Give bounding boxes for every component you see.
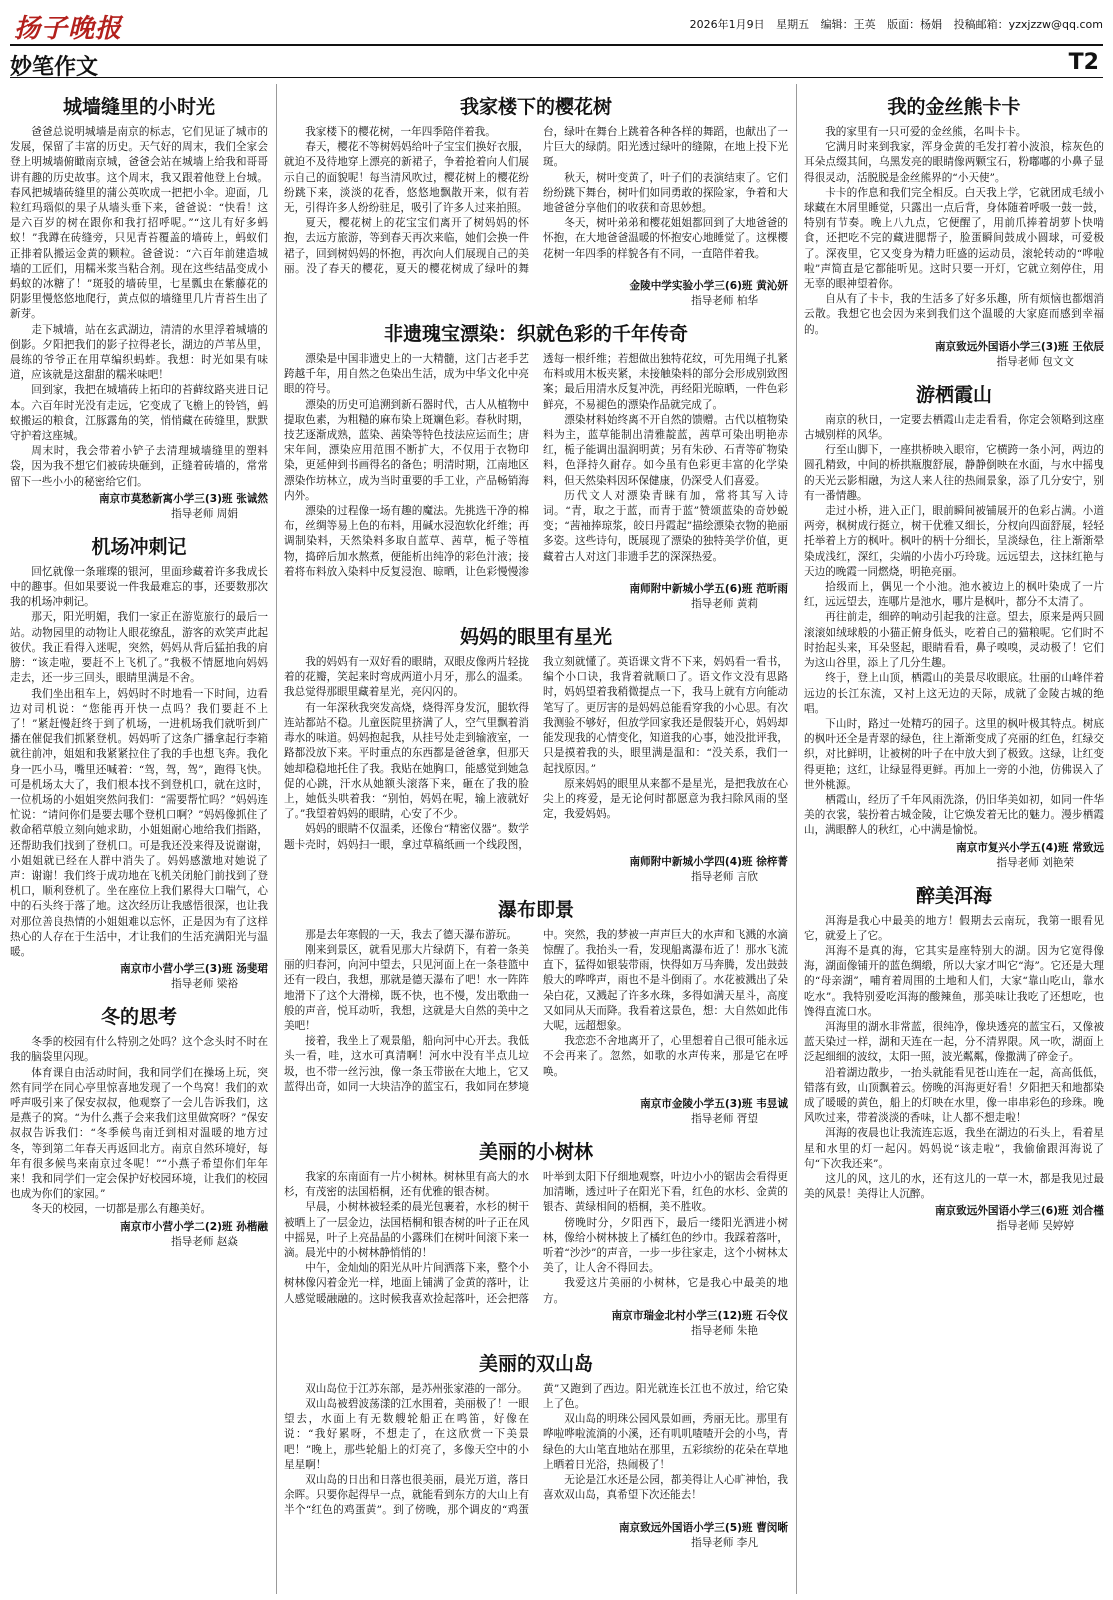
paragraph: 我的妈妈有一双好看的眼睛，双眼皮像两片轻拢着的花瓣，笑起来时弯成两道小月牙，那么的温柔。我总觉得那眼里藏着星光，亮闪闪的。 [284,656,529,699]
paragraph: 洱海里的湖水非常蓝，很纯净，像块透亮的蓝宝石，又像被蓝天染过一样，湖和天连在一起，分不清界限。风一吹，湖面上泛起细细的波纹，太阳一照，波光粼粼，像撒满了碎金子。 [804,1020,1104,1064]
masthead-meta [682,16,1103,32]
article [10,92,268,522]
author-byline: 南京致远外国语小学三(5)班 曹闵晰 [618,1521,788,1534]
author-byline: 南京市瑞金北村小学三(12)班 石令仪 [611,1309,788,1322]
paragraph: 它满月时来到我家，浑身金黄的毛发打着小波浪，棕灰色的耳朵点缀其间，乌黑发亮的眼睛像两颗宝石，粉嘟嘟的小鼻子显得很灵动，活脱脱是金丝熊界的“小天使”。 [804,141,1104,184]
author-byline: 南师附中新城小学五(6)班 范昕雨 [629,583,788,596]
paragraph: 走过小桥，进入正门，眼前瞬间被铺展开的色彩占满。小道两旁，枫树成行挺立，树干优雅又细长，分杈向四面舒展，轻轻托举着上方的枫叶。枫叶的柄十分细长，呈淡绿色，往上渐渐晕染成浅红，深红，尖端的小齿小巧玲珑。远远望去，这抹红艳与天边的晚霞一同燃烧，明艳亮丽。 [804,505,1104,578]
paragraph: 冬季的校园有什么特别之处吗？这个念头时不时在我的脑袋里闪现。 [10,1036,268,1064]
paragraph: 秋天，树叶变黄了，叶子们的表演结束了。它们纷纷跳下舞台，树叶们如同勇敢的探险家，争着和大地爸爸分享他们的收获和奇思妙想。 [543,171,788,215]
article-body [284,1170,788,1307]
article [284,319,788,612]
paragraph: 行至山脚下，一座拱桥映入眼帘，它横跨一条小河，两边的圆孔精致，中间的桥拱瓶腹舒展，静静倒映在水面，与水中摇曳的天光云影相融，为这人来人往的热闹景象，添了几分安宁，别有一番情趣。 [804,444,1104,502]
paragraph: 洱海不是真的海，它其实是座特别大的湖。因为它宽得像海，湖面像铺开的蓝色绸缎，所以大家才叫它“海”。它还是大理的“母亲湖”，哺育着周围的土地和人们，大家“靠山吃山，靠水吃水”。我特别爱吃洱海的酸辣鱼，那美味让我吃了还想吃，也馋得直流口水。 [804,944,1104,1018]
author-byline: 南京市小营小学二(2)班 孙楷融 [120,1220,268,1233]
author-byline: 南京致远外国语小学三(6)班 刘合槿 [934,1205,1104,1218]
paragraph: 漂染的历史可追溯到新石器时代，古人从植物中提取色素，为粗糙的麻布染上斑斓色彩。春秋时期，技艺逐渐成熟，蓝染、茜染等特色技法应运而生；唐宋年间，漂染应用范围不断扩大，不仅用于衣物印染，更延伸到书画得名的备色；明清时期，江南地区漂染作坊林立，成为当时重要的手工业，产品畅销海内外。 [284,398,529,502]
article-title: 非遗瑰宝漂染：织就色彩的千年传奇 [383,323,688,346]
paragraph: 回忆就像一条璀璨的银河，里面珍藏着许多我成长中的趣事。但如果要说一件我最难忘的事，还要数那次我的机场冲刺记。 [10,565,268,609]
issue-date: 2026年1月9日 [689,18,765,31]
article [284,895,788,1127]
teacher-credit: 指导老师 朱艳 [691,1324,758,1337]
paragraph: 傍晚时分，夕阳西下，最后一缕阳光洒进小树林，像给小树林披上了橘红色的纱巾。我踩着落叶，听着“沙沙”的声音，一步一步往家走，这个小树林太美了，让人舍不得回去。 [543,1216,788,1275]
paragraph: 双山岛位于江苏东部，是苏州张家港的一部分。 [305,1382,528,1395]
paragraph: 沿着湖边散步，一抬头就能看见苍山连在一起，高高低低，错落有致，山顶飘着云。傍晚的洱海更好看！夕阳把天和地都染成了暖暖的黄色，船上的灯映在水里，像一串串彩色的珍珠。晚风吹过来，带着淡淡的香味，让人都不想走啦！ [804,1066,1104,1125]
author-byline: 南京市金陵小学五(3)班 韦昱诚 [640,1097,788,1110]
paragraph: 春天，樱花不等树妈妈给叶子宝宝们换好衣服，就迫不及待地穿上漂亮的新裙子，争着抢着向人们展示自己的面貌呢！每当清风吹过，樱花树上的樱花纷纷跳下来，淡淡的花香，悠悠地飘散开来，似有若无，引得许多人纷纷驻足，吸引了许多人过来拍照。 [284,141,529,215]
masthead [10,6,1103,46]
article-body [284,125,788,277]
paragraph: 南京的秋日，一定要去栖霞山走走看看，你定会领略到这座古城别样的风华。 [804,413,1104,442]
issue-weekday: 星期五 [776,18,810,31]
paragraph: 早晨，小树林被轻柔的晨光包裹着，水杉的树干被晒上了一层金边，法国梧桐和银杏树的叶子正在风中摇晃，叶子上亮晶晶的小露珠们在树叶间滚下来一滴。晨光中的小树林静悄悄的！ [284,1201,529,1259]
article-body [804,914,1104,1203]
author-byline: 南京市莫愁新寓小学三(3)班 张诚然 [98,492,268,505]
article-title: 醉美洱海 [915,884,992,907]
article-title: 机场冲刺记 [91,535,187,558]
paragraph: 刚来到景区，就看见那大片绿荫下，有着一条美丽的归春河，向河中望去，只见河面上在一条巷篮中还有一段白，我想，那就是德天瀑布了吧！水一阵阵地滑下了这个大滑梯，既不快，也不慢，发出歌曲一般的声音，悦耳动听，我想，这就是大自然的美中之美吧！ [284,943,529,1032]
paragraph: 无论是江水还是公园，都美得让人心旷神怡，我喜欢双山岛，真希望下次还能去！ [543,1474,788,1502]
paragraph: 下山时，路过一处精巧的园子。这里的枫叶极其特点。树底的枫叶还全是青翠的绿色，往上渐渐变成了亮丽的红色，红绿交织，对比鲜明，让被树的叶子在中放大到了极致。这绿，让红变得更艳；这红，让绿显得更鲜。再加上一旁的小池，仿佛误入了世外桃源。 [804,717,1104,791]
article [284,92,788,309]
teacher-credit: 指导老师 梁裕 [171,978,238,991]
article [10,532,268,992]
layout-editor: 版面：杨娟 [887,18,943,31]
author-byline: 南京致远外国语小学三(3)班 王依辰 [934,340,1104,353]
paragraph: 夏天，樱花树上的花宝宝们离开了树妈妈的怀抱，去远方旅游，等到春天再次来临，她们会换一件裙子，回到树妈妈的怀抱，再次向人们展现自己的美丽。没了春天的樱花，夏天的樱花树成了绿叶的舞台，绿叶在舞台上跳着各种各样的舞蹈，也献出了一片巨大的绿荫。阳光透过绿叶的缝隙，在地上投下光斑。 [284,126,788,275]
article [284,1137,788,1339]
right-column [804,84,1104,1596]
article [10,1002,268,1249]
editor: 编辑：王英 [820,18,876,31]
teacher-credit: 指导老师 言欣 [691,870,758,883]
paragraph: 自从有了卡卡，我的生活多了好多乐趣，所有烦恼也都烟消云散。我想它也会因为来到我们这个温暖的大家庭而感到幸福的。 [804,293,1104,336]
newspaper-logo: 扬子晚报 [14,14,123,44]
paragraph: 妈妈的眼睛不仅温柔，还像台“精密仪器”。数学题卡壳时，妈妈扫一眼，拿过草稿纸画一个线段图，我立刻就懂了。英语课文背不下来，妈妈看一看书，编个小口诀，我背着就顺口了。语文作文没有思路时，妈妈望着我稍微提点一下，我马上就有方向能动笔写了。更厉害的是妈妈总能看穿我的小心思。有次我测验不够好，但放学回家我还是假装开心，妈妈却能发现我的心情变化，知道我的心事，她没批评我，只是摸着我的头，眼里满是温和：“没关系，我们一起找原因。” [284,656,788,851]
article-title: 我家楼下的樱花树 [459,96,612,118]
paragraph: 那是去年寒假的一天，我去了德天瀑布游玩。 [305,928,518,941]
article-body [10,1035,268,1217]
paragraph: 我的家里有一只可爱的金丝熊，名叫卡卡。 [825,126,1027,138]
paragraph: 漂染材料始终离不开自然的馈赠。古代以植物染料为主，蓝草能制出清雅靛蓝，茜草可染出明艳赤红，栀子能调出温润明黄；另有朱砂、石青等矿物染料，色泽持久耐存。如今虽有色彩更丰富的化学染料，但天然染料因环保健康，仍深受人们喜爱。 [543,413,788,487]
section-header [10,48,1103,78]
paragraph: 体育课自由活动时间，我和同学们在操场上玩，突然有同学在同心亭里惊喜地发现了一个鸟窝！我们的欢呼声吸引来了保安叔叔，他观察了一会儿告诉我们，这是燕子的窝。“为什么燕子会来我们这里做窝呀？”保安叔叔告诉我们：“冬季候鸟南迁到相对温暖的地方过冬，等到第二年春天再返回北方。南京自然环境好，每年有很多候鸟来南京过冬呢！”“小燕子希望你们年年来！我和同学们一定会保护好校园环境，让我们的校园也成为你们的家园。” [10,1066,268,1201]
paragraph: 洱海的夜晨也让我流连忘返，我坐在湖边的石头上，看着星星和水里的灯一起闪。妈妈说“该走啦”，我偷偷跟洱海说了句“下次我还来”。 [804,1127,1104,1170]
teacher-credit: 指导老师 包文文 [996,355,1074,368]
teacher-credit: 指导老师 黄莉 [691,598,758,611]
article-body [804,125,1104,338]
paragraph: 中午，金灿灿的阳光从叶片间洒落下来，整个小树林像闪着金光一样，地面上铺满了金黄的落叶，让人感觉暖融融的。这时候我喜欢捡起落叶，还会把落叶举到太阳下仔细地观察，叶边小小的锯齿会看得更加清晰，透过叶子在阳光下看，红色的水杉、金黄的银杏、黄绿相间的梧桐，美不胜收。 [284,1170,788,1305]
submission-email: 投稿邮箱：yzxjzzw@qq.com [953,18,1103,31]
paragraph: 周末时，我会带着小铲子去清理城墙缝里的塑料袋，因为我不想它们被砖块砸到，正缝着砖墙的，常常留下一些小小的秘密给它们。 [10,445,268,488]
teacher-credit: 指导老师 刘艳荣 [996,856,1074,869]
paragraph: 有一年深秋我突发高烧，烧得浑身发沉，腿软得连站都站不稳。儿童医院里挤满了人，空气里飘着消毒水的味道。妈妈抱起我，从挂号处走到输液室，一路都没放下来。平时重点的东西都是爸爸拿，但那天她却稳稳地托住了我。我贴在她胸口，能感觉到她急促的心跳，汗水从她额头滚落下来，砸在了我的脸上，她低头哄着我：“别怕，妈妈在呢，输上液就好了。”我望着妈妈的眼睛，心安了不少。 [284,701,529,821]
paragraph: 双山岛被碧波荡漾的江水围着，美丽极了！一眼望去，水面上有无数艘轮船正在鸣笛，好像在说：“我好累呀，不想走了，在这欣赏一下美景吧！”晚上，那些轮船上的灯亮了，多像天空中的小星星啊！ [284,1397,529,1471]
teacher-credit: 指导老师 吴婷婷 [996,1220,1074,1233]
paragraph: 我们坐出租车上，妈妈时不时地看一下时间，边看边对司机说：“您能再开快一点吗？我们要赶不上了！”紧赶慢赶终于到了机场，一进机场我们就听到广播在催促我们抓紧登机。妈妈听了这条广播拿起行李箱就往前冲，姐姐和我紧紧拉住了我的手也想飞奔。我化身一匹小马，嘴里还喊着：“驾，驾，驾”，跑得飞快。可是机场太大了，我们根本找不到登机口，就在这时，一位机场的小姐姐突然问我们：“需要帮忙吗？”妈妈连忙说：“请问你们是要去哪个登机口啊？”妈妈像抓住了救命稻草般立刻向她求助，小姐姐耐心地给我们指路，还帮助我们找到了登机口。可是我还没来得及说谢谢，小姐姐就已经在人群中消失了。妈妈感激地对她说了声：谢谢！我们终于成功地在飞机关闭舱门前找到了登机口，顺利登机了。坐在座位上我们累得大口喘气，心中的石头终于落了地。这次经历让我感悟很深，也让我对那位善良热情的小姐姐难以忘怀，正是因为有了这样热心的人存在于生活中，才让我们的生活充满阳光与温暖。 [10,687,268,958]
article-title: 冬的思考 [100,1006,177,1029]
middle-column [284,84,788,1596]
article [804,92,1104,370]
paragraph: 终于，登上山顶，栖霞山的美景尽收眼底。壮丽的山峰伴着远边的长江东流，又衬上这无边的天际，成就了金陵古城的绝唱。 [804,672,1104,715]
paragraph: 双山岛的日出和日落也很美丽，晨光万道，落日余晖。只要你起得早一点，就能看到东方的大山上有半个“红色的鸡蛋黄”。到了傍晚，那个调皮的“鸡蛋黄”又跑到了西边。阳光就连长江也不放过，给它染上了色。 [284,1382,788,1517]
article-body [804,413,1104,839]
author-byline: 南京市小营小学三(3)班 汤斐珺 [120,963,268,976]
section-title: 妙笔作文 [10,54,99,80]
article-title: 游栖霞山 [915,383,992,406]
teacher-credit: 指导老师 李凡 [691,1536,758,1549]
author-byline: 南师附中新城小学四(4)班 徐梓菁 [629,855,788,868]
article-body [10,565,268,960]
paragraph: 拾级而上，偶见一个小池。池水被边上的枫叶染成了一片红，远远望去，连哪片是池水，哪片是枫叶，都分不太清了。 [804,581,1104,609]
teacher-credit: 指导老师 柏华 [691,295,758,308]
paragraph: 洱海是我心中最美的地方！假期去云南玩，我第一眼看见它，就爱上了它。 [804,914,1104,942]
article-body [284,655,788,853]
paragraph: 爸爸总说明城墙是南京的标志，它们见证了城市的发展，保留了丰富的历史。天气好的周末，我们全家会登上明城墙俯瞰南京城，爸爸会站在城墙上给我和哥哥讲有趣的历史故事。这个周末，我又跟着他登上台城。春风把城墙砖缝里的蒲公英吹成一把把小伞。迎面，几粒红玛瑙似的果子从墙头垂下来，爸爸说：“快看！这是六百岁的树在跟你和我打招呼呢。”“这儿有好多蚂蚁！”我蹲在砖缝旁，只见青苔覆盖的墙砖上，蚂蚁们正排着队搬运金黄的颗粒。爸爸说：“六百年前建造城墙的工匠们，用糯米浆当粘合剂。现在这些结晶变成小蚂蚁的冰糖了！”斑驳的墙砖里，七星瓢虫在紫藤花的阴影里慢悠悠地爬行，黄点似的墙缝里几片青苔生出了新芽。 [10,126,268,321]
article-title: 美丽的小树林 [478,1140,593,1163]
paragraph: 这儿的风，这儿的水，还有这儿的一草一木，都是我见过最美的风景！美得让人沉醉。 [804,1172,1104,1201]
article [284,1349,788,1551]
paragraph: 冬天的校园，一切都是那么有趣美好。 [31,1203,212,1216]
article-body [10,125,268,490]
author-byline: 金陵中学实验小学三(6)班 黄沁妍 [629,280,788,293]
paragraph: 我家的东南面有一片小树林。树林里有高大的水杉，有茂密的法国梧桐，还有优雅的银杏树。 [284,1170,529,1199]
article-body [284,928,788,1095]
paragraph: 原来妈妈的眼里从来都不是星光，是把我放在心尖上的疼爱，是无论何时都愿意为我扫除风雨的坚定，我爱妈妈。 [543,777,788,821]
paragraph: 接着，我坐上了观景船，船向河中心开去。我低头一看，哇，这水可真清啊！河水中没有半点儿垃圾，也不带一丝污浊，像一条玉带嵌在大地上，它又蓝得出奇，如同一大块洁净的蓝宝石，我如同在梦境中。突然，我的梦被一声声巨大的水声和飞溅的水滴惊醒了。我抬头一看，发现船离瀑布近了！那水飞流直下，猛得如银装带雨，快得如万马奔腾，发出鼓鼓般大的哗哗声，雨也不是斗倒雨了。水花被溅出了朵朵白花，又溅起了许多水珠，多得如满天星斗，高度又如同从天而降。我看着这景色，想：大自然如此伟大呢，远超想象。 [284,928,788,1093]
paragraph: 走下城墙，站在玄武湖边，清清的水里浮着城墙的倒影。夕阳把我们的影子拉得老长，湖边的芦苇丛里，晨练的爷爷正在用草编织蚂蚱。我想：时光如果有味道，应该就是这甜甜的糯米味吧！ [10,323,268,382]
paragraph: 历代文人对漂染青睐有加，常将其写入诗词。“青，取之于蓝，而青于蓝”赞颂蓝染的奇妙蜕变；“茜袖捧琼浆，皎日丹霞起”描绘漂染衣物的艳丽多姿。这些诗句，既展现了漂染的独特美学价值，更藏着古人对这门非遗手艺的深深热爱。 [543,489,788,563]
article-title: 妈妈的眼里有星光 [459,626,612,649]
paragraph: 那天，阳光明媚，我们一家正在游览旅行的最后一站。动物园里的动物让人眼花缭乱，游客的欢笑声此起彼伏。我正看得入迷呢，突然，妈妈从背后猛拍我的肩膀：“该走啦，要赶不上飞机了。”我极不情愿地向妈妈走去，还一步三回头，眼睛里满是不舍。 [10,611,268,685]
paragraph: 我家楼下的樱花树，一年四季陪伴着我。 [305,126,496,138]
paragraph: 双山岛的明珠公园风景如画，秀丽无比。那里有哗啦哗啦流淌的小溪，还有叽叽喳喳开会的小鸟，青绿色的大山笔直地站在那里，五彩缤纷的花朵在草地上晒着日光浴，热闹极了！ [543,1413,788,1471]
paragraph: 漂染是中国非遗史上的一大精髓，这门古老手艺跨越千年，用自然之色染出生活，成为中华文化中亮眼的符号。 [284,353,529,396]
article-body [284,352,788,580]
column-divider [276,84,277,1594]
author-byline: 南京市复兴小学五(4)班 常致远 [956,841,1104,854]
article-title: 我的金丝熊卡卡 [887,96,1021,118]
page-number: T2 [1068,50,1099,75]
paragraph: 我恋恋不舍地离开了，心里想着自己很可能永远不会再来了。忽然，如歌的水声传来，那是它在呼唤。 [543,1035,788,1078]
article [804,881,1104,1235]
paragraph: 栖霞山，经历了千年风雨洗涤，仍旧华美如初，如同一件华美的衣裳，装扮着古城金陵，让它焕发着无比的魅力。漫步栖霞山，满眼醉人的秋红，心中满是愉悦。 [804,793,1104,837]
left-column [10,84,268,1596]
teacher-credit: 指导老师 周娟 [171,507,238,520]
article-title: 城墙缝里的小时光 [62,96,215,118]
paragraph: 再往前走，细碎的响动引起我的注意。望去，原来是两只圆滚滚如绒球般的小猫正俯身低头，吃着自己的猫粮呢。它们时不时抬起头来，耳朵竖起，眼睛看看，鼻子嗅嗅，灵动极了！它们为这山谷里，添上了几分生趣。 [804,611,1104,670]
article [804,380,1104,871]
article-body [284,1382,788,1519]
paragraph: 回到家，我把在城墙砖上拓印的苔藓纹路夹进日记本。六百年时光没有走远，它变成了飞檐上的铃铛，蚂蚁搬运的粮食，江豚露角的笑，悄悄藏在砖缝里，默默守护着这座城。 [10,384,268,443]
paragraph: 漂染的过程像一场有趣的魔法。先挑选干净的棉布，丝绸等易上色的布料，用碱水浸泡软化纤维；再调制染料，天然染料多取自蓝草、茜草，栀子等植物，捣碎后加水熬煮，便能析出纯净的彩色汁液；接着将布料放入染料中反复浸泡、晾晒，让色彩慢慢渗透每一根纤维；若想做出独特花纹，可先用绳子扎紧布料或用木板夹紧，未接触染料的部分会形成别致图案；最后用清水反复冲洗，再经阳光晾晒，一件色彩鲜亮，不易褪色的漂染作品就完成了。 [284,353,788,578]
article-title: 瀑布即景 [497,898,574,921]
article [284,622,788,885]
paragraph: 我爱这片美丽的小树林，它是我心中最美的地方。 [543,1277,788,1305]
teacher-credit: 指导老师 胥望 [691,1112,758,1125]
column-divider [796,84,797,1594]
paragraph: 卡卡的作息和我们完全相反。白天我上学，它就团成毛绒小球藏在木屑里睡觉，只露出一点后背，身体随着呼吸一鼓一鼓，特别有节奏。晚上八九点，它便醒了，用前爪捧着胡萝卜快啃食，还把吃不完的藏进腮帮子，脸蛋瞬间鼓成小圆球，可爱极了。深夜里，它又变身为精力旺盛的运动员，滚轮转动的“哗啦啦”声简直是它都能听见。这时只要一开灯，它就立刻停住，用无辜的眼神望着你。 [804,186,1104,291]
article-title: 美丽的双山岛 [478,1352,593,1375]
paragraph: 冬天，树叶弟弟和樱花姐姐都回到了大地爸爸的怀抱，在大地爸爸温暖的怀抱安心地睡觉了。这棵樱花树一年四季的样貌各有不同，一直陪伴着我。 [543,217,788,260]
teacher-credit: 指导老师 赵焱 [171,1235,238,1248]
